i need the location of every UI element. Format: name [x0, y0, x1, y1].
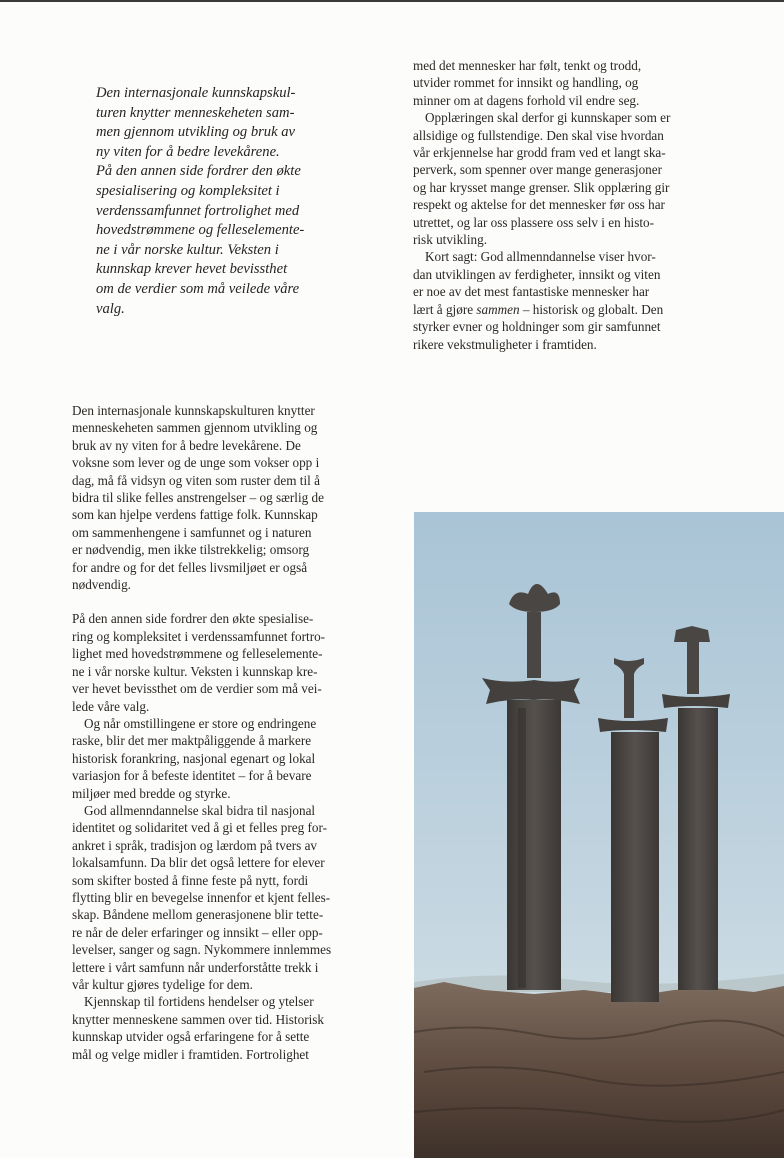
text-line: ankret i språk, tradisjon og lærdom på tvers av	[72, 837, 318, 853]
pull-quote-line: om de verdier som må veilede våre	[96, 280, 300, 297]
text-line: variasjon for å befeste identitet – for å bevare	[72, 768, 312, 784]
text-line: dan utviklingen av ferdigheter, innsikt og viten	[413, 266, 661, 282]
text-line: risk utvikling.	[413, 232, 487, 248]
paragraph	[72, 802, 388, 993]
text-line: Og når omstillingene er store og endringene	[84, 715, 317, 731]
text-line: kunnskap utvider også erfaringene for å sette	[72, 1029, 310, 1045]
text-line: menneskeheten sammen gjennom utvikling og	[72, 420, 318, 436]
text-line: ring og kompleksitet i verdenssamfunnet fortro-	[72, 628, 326, 644]
text-line: vår erkjennelse har grodd fram ved et langt ska-	[413, 145, 666, 161]
text-line: Kjennskap til fortidens hendelser og ytelser	[84, 994, 314, 1010]
text-line: identitet og solidaritet ved å gi et felles preg for-	[72, 820, 327, 836]
text-line: nødvendig.	[72, 577, 131, 593]
text-line: Kort sagt: God allmenndannelse viser hvor-	[425, 249, 656, 265]
text-line: utvider rommet for innsikt og handling, og	[413, 75, 639, 91]
text-line: styrker evner og holdninger som gir samfunnet	[413, 319, 661, 335]
emphasis-word: sammen	[476, 301, 520, 317]
text-run: lært å gjøre	[413, 301, 477, 317]
text-line: miljøer med bredde og styrke.	[72, 785, 231, 801]
text-line: Opplæringen skal derfor gi kunnskaper som er	[425, 110, 671, 126]
paragraph	[72, 715, 388, 802]
text-line: som kan hjelpe verdens fattige folk. Kunnskap	[72, 507, 318, 523]
pull-quote-line: På den annen side fordrer den økte	[96, 163, 301, 180]
pull-quote-line: valg.	[96, 300, 125, 317]
pull-quote-line: verdenssamfunnet fortrolighet med	[96, 202, 300, 219]
pull-quote-line: men gjennom utvikling og bruk av	[96, 124, 295, 141]
pull-quote-line: turen knytter menneskeheten sam-	[96, 104, 295, 121]
text-line: Den internasjonale kunnskapskulturen knytter	[72, 403, 315, 418]
text-line: voksne som lever og de unge som vokser opp i	[72, 455, 320, 471]
text-line: lokalsamfunn. Da blir det også lettere for elever	[72, 855, 325, 871]
pull-quote-line: Den internasjonale kunnskapskul-	[96, 85, 296, 101]
paragraph	[72, 610, 388, 714]
right-text-column	[413, 57, 739, 353]
text-line: for andre og for det felles livsmiljøet er også	[72, 559, 308, 575]
text-line: God allmenndannelse skal bidra til nasjonal	[84, 802, 316, 818]
pull-quote-line: spesialisering og kompleksitet i	[96, 182, 280, 199]
text-line: er noe av det mest fantastiske mennesker har	[413, 284, 650, 300]
swords-in-rock-photo	[414, 512, 784, 1158]
text-line: minner om at dagens forhold vil endre seg.	[413, 92, 640, 108]
pull-quote-line: ne i vår norske kultur. Veksten i	[96, 241, 279, 258]
text-run: – historisk og globalt. Den	[519, 301, 664, 317]
left-text-column	[72, 402, 388, 1063]
text-line: utrettet, og lar oss plassere oss selv i en histo-	[413, 214, 654, 230]
pull-quote-line: kunnskap krever hevet bevissthet	[96, 261, 288, 278]
text-line: lettere i vårt samfunn når underforståtte trekk i	[72, 959, 319, 975]
text-line: respekt og aktelse for det mennesker før oss har	[413, 197, 665, 213]
text-line: perverk, som spenner over mange generasjoner	[413, 162, 662, 178]
text-line: raske, blir det mer maktpåliggende å markere	[72, 733, 312, 749]
pull-quote	[96, 84, 368, 319]
text-line: lighet med hovedstrømmene og felleselemente-	[72, 646, 323, 662]
text-line: rikere vekstmuligheter i framtiden.	[413, 336, 597, 352]
paragraph	[413, 109, 739, 248]
paragraph	[413, 248, 739, 352]
text-line: levelser, sanger og sagn. Nykommere innlemmes	[72, 942, 332, 958]
text-line: knytter menneskene sammen over tid. Historisk	[72, 1011, 324, 1027]
text-line: skap. Båndene mellom generasjonene blir tette-	[72, 907, 324, 923]
text-line: historisk forankring, nasjonal egenart og lokal	[72, 750, 316, 766]
text-line: allsidige og fullstendige. Den skal vise hvordan	[413, 127, 664, 143]
text-line: bruk av ny viten for å bedre levekårene. De	[72, 437, 301, 453]
text-line: med det mennesker har følt, tenkt og trodd,	[413, 58, 642, 73]
text-line: ver hevet bevissthet om de verdier som må vei-	[72, 681, 322, 697]
paragraph	[72, 402, 388, 593]
top-rule	[0, 0, 784, 2]
text-line: bidra til slike felles anstrengelser – og særlig de	[72, 490, 324, 506]
text-line: re når de deler erfaringer og innsikt – eller opp-	[72, 924, 323, 940]
pull-quote-line: ny viten for å bedre levekårene.	[96, 143, 280, 160]
paragraph	[72, 993, 388, 1063]
text-line: lede våre valg.	[72, 698, 150, 714]
text-line: dag, må få vidsyn og viten som ruster dem til å	[72, 472, 320, 488]
text-line: ne i vår norske kultur. Veksten i kunnskap kre-	[72, 663, 318, 679]
text-line: mål og velge midler i framtiden. Fortrolighet	[72, 1046, 309, 1062]
text-line: flytting blir en bevegelse innenfor et kjent felles-	[72, 889, 331, 905]
text-line: og har krysset mange grenser. Slik opplæring gir	[413, 179, 670, 195]
pull-quote-line: hovedstrømmene og felleselemente-	[96, 222, 305, 239]
rock-ground	[414, 982, 784, 1158]
paragraph	[413, 57, 739, 109]
text-line: er nødvendig, men ikke tilstrekkelig; omsorg	[72, 542, 310, 558]
text-line: om sammenhengene i samfunnet og i naturen	[72, 524, 312, 540]
text-line	[413, 301, 739, 318]
text-line: På den annen side fordrer den økte spesialise-	[72, 611, 314, 627]
text-line: vår kultur gjøres tydelige for dem.	[72, 977, 253, 992]
text-line: som skifter bosted å finne feste på nytt, fordi	[72, 872, 309, 888]
